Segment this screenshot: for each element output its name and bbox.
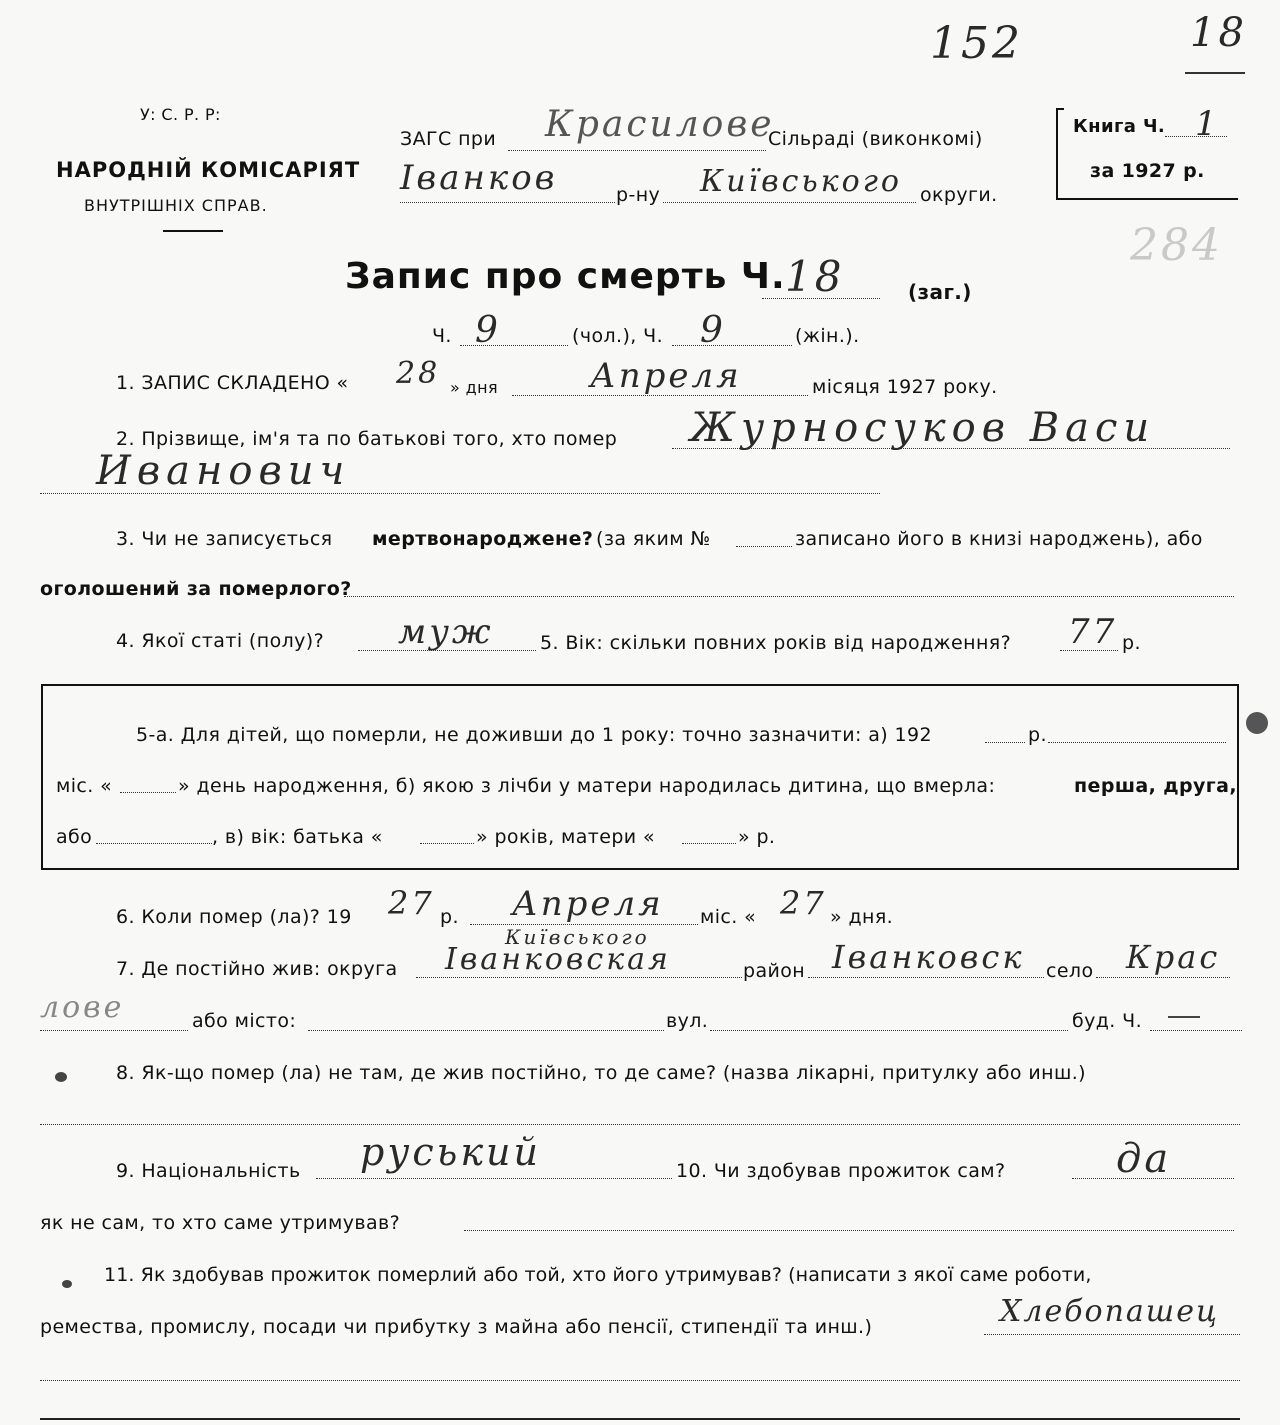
count-prefix: Ч. [432,325,452,347]
f5-value: 77 [1068,612,1118,652]
female-count-line [672,345,792,346]
ink-blot [55,1072,67,1082]
f6-month-label: міс. « [700,906,757,928]
f11-extra-line [40,1380,1240,1381]
f3-label-c: записано його в книзі народжень), або [795,528,1203,550]
f8-label: 8. Як-що помер (ла) не там, де жив постійно, то де саме? (назва лікарні, притулку або инш.) [116,1062,1086,1084]
f7-raion-line [808,977,1044,978]
f3-number-line [736,546,792,547]
f2-name-value-line2: Иванович [96,448,351,494]
f5-unit: р. [1122,632,1141,654]
f5a-line1-tail: р. [1028,724,1047,746]
f10-sub-label: як не сам, то хто саме утримував? [40,1212,401,1234]
f9-value: руський [360,1130,541,1174]
f5a-line2-bold: перша, друга, [1074,775,1237,797]
punch-hole [1246,712,1268,734]
female-count: 9 [700,310,726,351]
f7-city-line [308,1030,664,1031]
f3-label-a: 3. Чи не записується [116,528,333,550]
f6-year: 27 [388,884,435,922]
f5a-line1: 5-а. Для дітей, що померли, не доживши до 1 року: точно зазначити: а) 192 [136,724,933,746]
ink-blot-2 [62,1280,72,1288]
f5a-line3a: або [56,826,93,848]
corner-stroke [1185,72,1245,74]
book-label: Книга Ч. [1073,116,1166,137]
f5a-line3d: » р. [738,826,776,848]
f9-label: 9. Національність [116,1160,301,1182]
f10-sub-line [464,1230,1234,1231]
f5a-other-line [96,843,212,844]
f1-month: Апреля [590,356,742,396]
f5a-mother-line [682,843,736,844]
f3-bold-b: оголошений за померлого? [40,578,352,600]
f1-day: 28 [396,356,441,391]
district-label: р-ну [616,184,661,206]
f7-selo-cont: лове [40,990,125,1025]
record-number: 18 [785,252,845,301]
f7-selo-value: Крас [1126,938,1221,976]
f5a-line2a: міс. « [56,775,113,797]
district-value: Іванков [400,158,558,198]
bottom-rule [40,1418,1240,1420]
f7-label: 7. Де постійно жив: округа [116,958,398,980]
f11-line [984,1334,1240,1335]
f7-street-line [710,1030,1068,1031]
village-line [508,150,766,151]
f10-label: 10. Чи здобував прожиток сам? [676,1160,1006,1182]
f6-month: Апреля [512,884,664,924]
village-value: Красилове [545,104,775,145]
okrug-value: Київського [700,164,902,199]
f5a-year-line [985,742,1025,743]
f2-name-value-line1: Журносуков Васи [690,405,1156,451]
f3-label-b: (за яким № [596,528,711,550]
f3-bold-a: мертвонароджене? [372,528,594,550]
f9-line [316,1178,672,1179]
sheet-number-mark: 18 [1190,10,1247,56]
f4-value: муж [398,612,494,652]
f5a-father-line [420,843,474,844]
f4-label: 4. Якої статі (полу)? [116,630,325,652]
f8-line [40,1124,1240,1125]
f5a-line1-fill [1048,742,1226,743]
male-count: 9 [475,310,501,351]
f7-okrug-line [416,977,742,978]
f11-line1: 11. Як здобував прожиток померлий або той, хто його утримував? (написати з якої саме роботи, [104,1264,1092,1286]
f7-house-dash [1168,1016,1200,1018]
f6-label: 6. Коли помер (ла)? 19 [116,906,352,928]
f7-okrug-top: Київського [505,925,650,949]
zags-label: ЗАГС при [400,128,497,150]
f7-raion-label: район [743,960,806,982]
f3-line [344,596,1234,597]
f11-value: Хлебопашец [1000,1294,1219,1329]
f1-day-label: » дня [450,378,499,397]
f7-raion-value: Іванковск [832,938,1025,976]
f7-street-label: вул. [666,1010,709,1032]
department-label: ВНУТРІШНІХ СПРАВ. [84,196,268,215]
f1-label: 1. ЗАПИС СКЛАДЕНО « [116,372,349,394]
okrug-line [663,202,916,203]
republic-label: У: С. Р. Р: [140,105,221,124]
council-label: Сільраді (виконкомі) [768,128,983,150]
record-suffix: (заг.) [908,280,972,304]
okrug-label: округи. [920,184,998,206]
f2-label: 2. Прізвище, ім'я та по батькові того, хто помер [116,428,618,450]
f10-value: да [1116,1136,1172,1182]
f7-selo-cont-line [40,1030,188,1031]
f5a-month-line [120,792,176,793]
book-year: за 1927 р. [1090,160,1205,182]
f7-city-label: або місто: [192,1010,297,1032]
f7-house-label: буд. Ч. [1072,1010,1143,1032]
f5-label: 5. Вік: скільки повних років від народження? [540,632,1012,654]
f5a-line3c: » років, матери « [476,826,655,848]
f7-selo-label: село [1046,960,1094,982]
f7-okrug-value: Іванковская [445,942,671,977]
commissariat-title: НАРОДНІЙ КОМІСАРІЯТ [56,158,361,182]
f5a-line3b: , в) вік: батька « [212,826,383,848]
f6-day: 27 [780,884,827,922]
f7-house-line [1150,1030,1242,1031]
book-number: 1 [1195,104,1220,144]
female-label: (жін.). [795,325,860,347]
male-label: (чол.), Ч. [572,325,664,347]
district-line [400,202,615,203]
f11-line2: ремества, промислу, посади чи прибутку з майна або пенсії, стипендії та инш.) [40,1316,873,1338]
archive-number-mark: 152 [930,18,1023,69]
f6-year-label: р. [440,906,459,928]
f6-day-label: » дня. [830,906,894,928]
record-title: Запис про смерть Ч. [345,256,786,297]
f5a-line2b: » день народження, б) якою з лічби у матери народилась дитина, що вмерла: [178,775,996,797]
f1-tail: місяця 1927 року. [812,376,998,398]
f7-selo-line [1096,977,1230,978]
pencil-mark: 284 [1130,220,1223,271]
divider [163,230,223,232]
